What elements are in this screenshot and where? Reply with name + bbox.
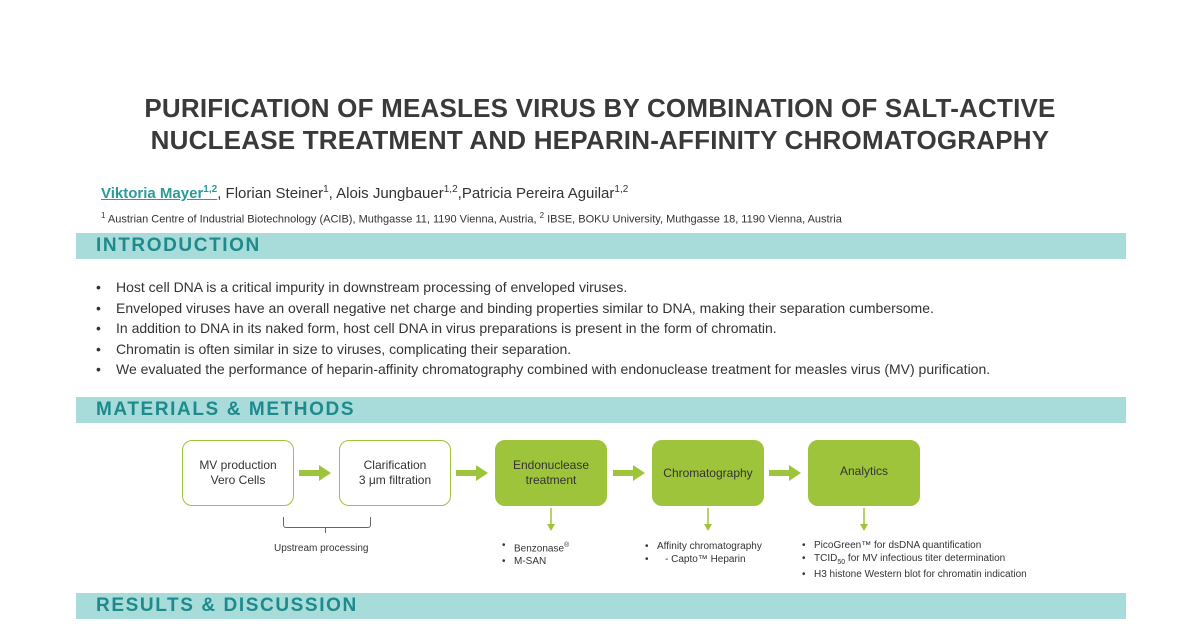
list-item: • Host cell DNA is a critical impurity in downstream processing of enveloped viruses. bbox=[96, 278, 990, 299]
list-item: • - Capto™ Heparin bbox=[645, 554, 762, 567]
results-header bbox=[76, 593, 1126, 619]
title-line-2: NUCLEASE TREATMENT AND HEPARIN-AFFINITY CHROMATOGRAPHY bbox=[150, 125, 1050, 155]
upstream-bracket-tick bbox=[325, 527, 326, 533]
list-item: • Chromatin is often similar in size to viruses, complicating their separation. bbox=[96, 340, 990, 361]
section-title: MATERIALS & METHODS bbox=[96, 399, 356, 420]
list-item: • Benzonase® bbox=[502, 540, 569, 556]
list-item: • $TCID_{50}$ for MV infectious titer determination bbox=[802, 553, 1027, 570]
down-arrow-icon bbox=[703, 508, 713, 532]
list-item: • M-SAN bbox=[502, 556, 569, 569]
down-arrow-icon bbox=[859, 508, 869, 532]
author: Alois Jungbauer$^{1,2}$ bbox=[336, 184, 458, 202]
presenting-author[interactable]: Viktoria Mayer$^{1,2}$ bbox=[101, 184, 218, 202]
introduction-header bbox=[76, 233, 1126, 259]
list-item: • Affinity chromatography bbox=[645, 541, 762, 554]
list-item: • PicoGreen™ for dsDNA quantification bbox=[802, 540, 1027, 553]
endonuclease-list bbox=[502, 540, 569, 568]
title-line-1: PURIFICATION OF MEASLES VIRUS BY COMBINATION OF SALT-ACTIVE bbox=[144, 93, 1056, 123]
step-analytics: Analytics bbox=[808, 440, 920, 506]
list-item: • Enveloped viruses have an overall negative net charge and binding properties similar to DNA, making their separation cumbersome. bbox=[96, 299, 990, 320]
right-arrow-icon bbox=[613, 465, 645, 481]
list-item: • H3 histone Western blot for chromatin indication bbox=[802, 569, 1027, 582]
step-clarification: Clarification 3 μm filtration bbox=[339, 440, 451, 506]
section-title: INTRODUCTION bbox=[96, 235, 261, 256]
author-list: Viktoria Mayer$^{1,2}$, Florian Steiner$^1$, Alois Jungbauer$^{1,2}$,Patricia Pereira Aguilar$^{1,2}$ bbox=[101, 184, 629, 202]
down-arrow-icon bbox=[546, 508, 556, 532]
author: Patricia Pereira Aguilar$^{1,2}$ bbox=[461, 184, 629, 202]
right-arrow-icon bbox=[769, 465, 801, 481]
section-title: RESULTS & DISCUSSION bbox=[96, 595, 358, 616]
author: Florian Steiner$^1$ bbox=[225, 184, 329, 202]
list-item: • We evaluated the performance of heparin-affinity chromatography combined with endonuclease treatment for measles virus (MV) purification. bbox=[96, 360, 990, 381]
step-mv-production: MV production Vero Cells bbox=[182, 440, 294, 506]
methods-header bbox=[76, 397, 1126, 423]
introduction-bullets bbox=[96, 278, 990, 381]
list-item: • In addition to DNA in its naked form, host cell DNA in virus preparations is present in the form of chromatin. bbox=[96, 319, 990, 340]
analytics-list bbox=[802, 540, 1027, 582]
step-endonuclease-treatment: Endonuclease treatment bbox=[495, 440, 607, 506]
upstream-bracket bbox=[283, 517, 371, 528]
chromatography-list bbox=[645, 541, 762, 566]
affiliations: $^1$ Austrian Centre of Industrial Biotechnology (ACIB), Muthgasse 11, 1190 Vienna, Austria, $^2$ IBSE, BOKU University, Muthgasse 18, 1190 Vienna, Austria bbox=[101, 211, 842, 226]
step-chromatography: Chromatography bbox=[652, 440, 764, 506]
right-arrow-icon bbox=[456, 465, 488, 481]
right-arrow-icon bbox=[299, 465, 331, 481]
poster-title bbox=[0, 92, 1200, 156]
upstream-label: Upstream processing bbox=[274, 543, 369, 554]
